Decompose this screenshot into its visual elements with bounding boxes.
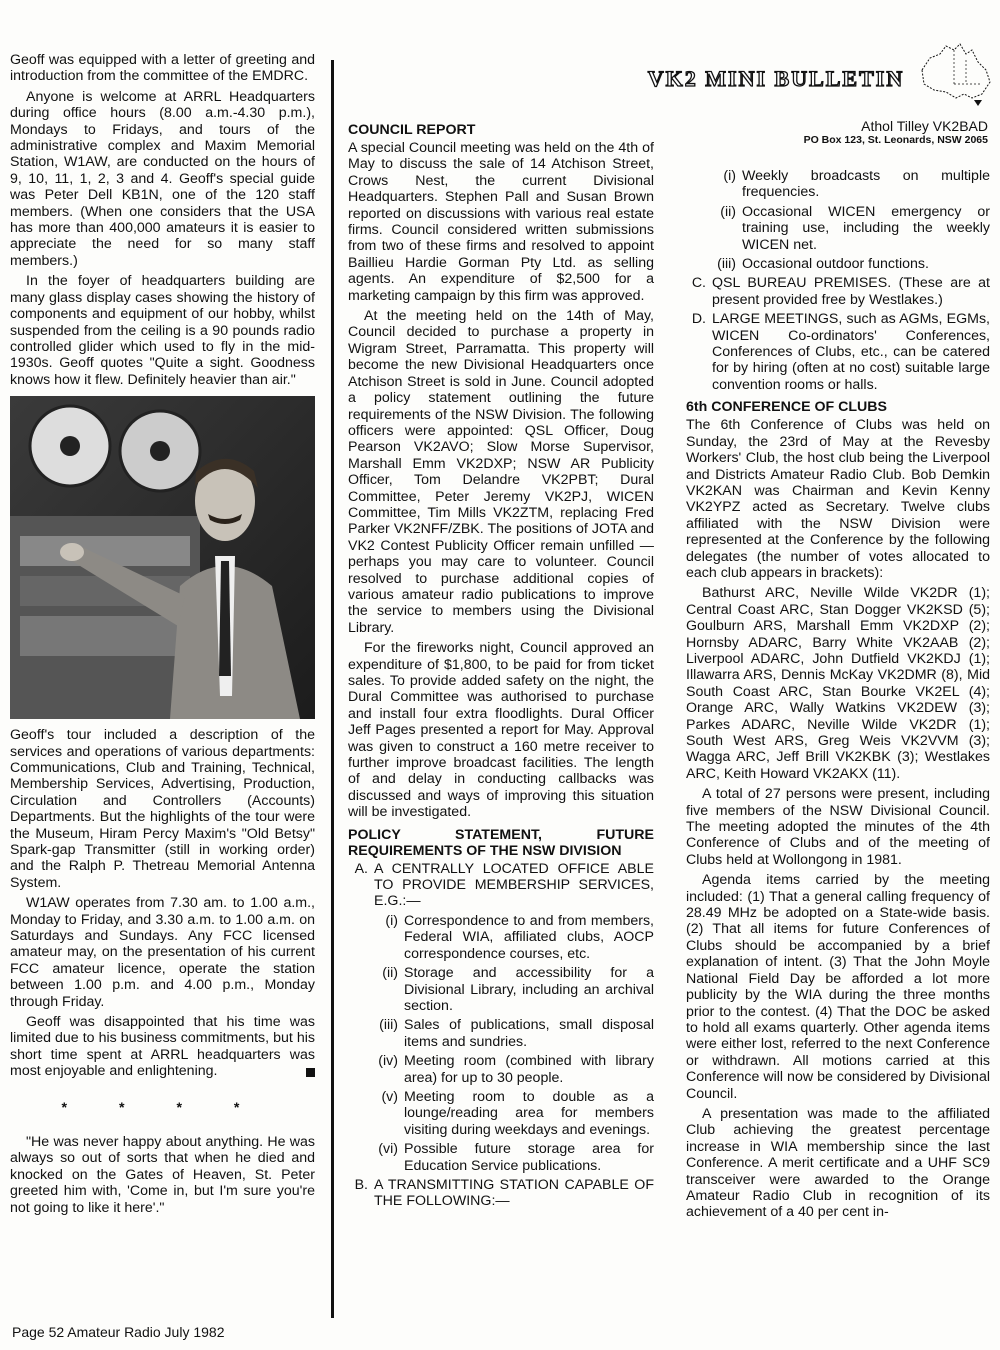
- photo-illustration: [10, 396, 315, 719]
- author-line: Athol Tilley VK2BAD: [861, 118, 988, 134]
- section-heading: 6th CONFERENCE OF CLUBS: [686, 399, 887, 416]
- masthead-title: VK2 MINI BULLETIN: [647, 66, 905, 91]
- sublist-text: Correspondence to and from members, Federal WIA, affiliated clubs, AOCP correspondence courses, etc.: [404, 912, 654, 962]
- sublist-text: Possible future storage area for Education Service publications.: [404, 1141, 654, 1174]
- sublist-text: Occasional WICEN emergency or training use, including the weekly WICEN net.: [742, 203, 990, 253]
- list-text: LARGE MEETINGS, such as AGMs, EGMs, WICEN Co-ordinators' Conferences, Conferences of Clubs, etc., can be catered for by hiring (often at no cost) suitable large convention rooms or halls.: [712, 311, 990, 393]
- paragraph: W1AW operates from 7.30 am. to 1.00 a.m., Monday to Friday, and 3.30 a.m. to 1.00 a.m. on Saturdays and Sundays. Any FCC licensed amateur may, on the presentation of his current FCC amateur licence, operate the station between 1.00 p.m. and 4.00 p.m., Monday through Friday.: [10, 895, 315, 1010]
- sublist-item: [686, 168, 990, 201]
- end-of-article-mark: [306, 1068, 315, 1077]
- paragraph: Anyone is welcome at ARRL Headquarters during office hours (8.00 a.m.-4.30 p.m.), Mondays to Fridays, and tours of the administrative complex and Maxim Memorial Station, W1AW, are conducted on the hours of 9, 10, 11, 1, 2, 3 and 4. Geoff's special guide was Peter Dell KB1N, one of the 120 staff members. (When one considers that the USA has more than 400,000 amateurs it is easier to appreciate the need for so many staff members.): [10, 88, 315, 269]
- australia-map-icon: [916, 40, 996, 108]
- sublist-number: (iv): [378, 1053, 398, 1070]
- column-3: [686, 168, 990, 1225]
- sublist-text: Meeting room (combined with library area) for up to 30 people.: [404, 1053, 654, 1086]
- sublist-text: Occasional outdoor functions.: [742, 256, 929, 273]
- sublist-number: (vi): [378, 1141, 398, 1158]
- list-text: QSL BUREAU PREMISES. (These are at present provided free by Westlakes.): [712, 275, 990, 308]
- sublist-item: [686, 256, 990, 272]
- paragraph: Bathurst ARC, Neville Wilde VK2DR (1); Central Coast ARC, Stan Dogger VK2KSD (5); Goulburn ARS, Marshall Emm VK2DXP (2); Hornsby ADARC, Barry White VK2AAB (2); Liverpool ADARC, John Dutfield VK2KDJ (1); Illawarra ARS, Dennis McKay VK2DMR (8), Mid South Coast ARC, Stan Bourke VK2EL (4); Orange ARC, Wally Watkins VK2DEW (3); Parkes ADARC, Neville Wilde VK2DR (1); South West ARS, Greg Weis VK2VVM (3); Wagga ARC, Jeff Brill VK2KBK (3); Westlakes ARC, Keith Howard VK2AKX (11).: [686, 585, 990, 782]
- list-text: A CENTRALLY LOCATED OFFICE ABLE TO PROVIDE MEMBERSHIP SERVICES, E.G.:—: [374, 860, 654, 910]
- paragraph: [10, 1014, 315, 1080]
- list-text: A TRANSMITTING STATION CAPABLE OF THE FOLLOWING:—: [374, 1176, 654, 1210]
- section-heading: POLICY STATEMENT, FUTURE REQUIREMENTS OF THE NSW DIVISION: [348, 826, 654, 859]
- paragraph: The 6th Conference of Clubs was held on Sunday, the 23rd of May at the Revesby Workers' Club, the host club being the Liverpool and Districts Amateur Radio Club. Bob Demkin VK2KAN was Chairman and Kevin Kenny VK2YPZ acted as Secretary. Twelve clubs affiliated with the NSW Division were represented at the Conference by the following delegates (the number of votes allocated to each club appears in brackets):: [686, 417, 990, 581]
- paragraph: A special Council meeting was held on the 4th of May to discuss the sale of 14 Atchison Street, Crows Nest, the current Divisional Headquarters. Stephen Pall and Susan Brown reported on discussions with various real estate firms. Council considered written submissions from two of these firms and resolved to appoint Baillieu Hardie Gorman Pty Ltd. as selling agents. An expenditure of $2,500 for a marketing campaign by this firm was approved.: [348, 140, 654, 304]
- sublist-number: (i): [385, 912, 398, 929]
- sublist: [348, 913, 654, 1174]
- sublist-number: (iii): [379, 1017, 398, 1034]
- sublist-item: [348, 1053, 654, 1086]
- paragraph-text: Geoff was disappointed that his time was limited due to his business commitments, but his short time spent at ARRL headquarters was most enjoyable and enlightening.: [10, 1014, 315, 1080]
- list-number: B.: [354, 1176, 368, 1193]
- photo-man-with-tape-recorder: [10, 396, 315, 719]
- sublist-text: Weekly broadcasts on multiple frequencies.: [742, 168, 990, 201]
- list-number: C.: [691, 275, 706, 292]
- sublist-item: [348, 913, 654, 962]
- sublist-number: (i): [723, 168, 736, 184]
- column-1: [10, 52, 315, 1220]
- sublist-text: Sales of publications, small disposal items and sundries.: [404, 1017, 654, 1050]
- list-item: [348, 861, 654, 910]
- sublist-number: (ii): [720, 203, 736, 220]
- sublist-item: [348, 965, 654, 1014]
- list-number: D.: [691, 311, 706, 328]
- section-heading: COUNCIL REPORT: [348, 122, 476, 138]
- column-2: [348, 116, 654, 1213]
- paragraph: At the meeting held on the 14th of May, Council decided to purchase a property in Wigram Street, Parramatta. This property will become the new Divisional Headquarters once Atchison Street is sold in June. Council adopted a policy statement outlining the future requirements of the NSW Division. The following officers were appointed: QSL Officer, Doug Pearson VK2AVO; Slow Morse Supervisor, Marshall Emm VK2DXP; NSW AR Publicity Officer, Tom Delandre VK2PBT; Dural Committee, Peter Jeremy VK2PJ, WICEN Committee, Tim Mills VK2ZTM, replacing Fred Parker VK2NFF/ZBK. The positions of JOTA and VK2 Contest Publicity Officer remain unfilled — perhaps you may care to volunteer. Council resolved to purchase additional copies of various amateur radio publications to improve the service to members using the Divisional Library.: [348, 308, 654, 636]
- separator-stars: * * * *: [61, 1099, 264, 1116]
- quote-paragraph: "He was never happy about anything. He was always so out of sorts that when he died and knocked on the Gates of Heaven, St. Peter greeted him with, 'Come in, but I'm sure you're not going to like it here'.": [10, 1134, 315, 1216]
- list-number: A.: [354, 860, 368, 877]
- paragraph: A presentation was made to the affiliated Club achieving the greatest percentage increase in WIA membership since the last Conference. A merit certificate and a UHF SC9 transceiver were awarded to the Orange Amateur Radio Club in recognition of its achievement of a 40 per cent in-: [686, 1105, 990, 1221]
- sublist-item: [348, 1141, 654, 1174]
- paragraph: For the fireworks night, Council approved an expenditure of $1,800, to be paid for from ticket sales. To provide added safety on the night, the Dural Committee was authorised to purchase and install four extra floodlights. Dural Officer Jeff Pages presented a report for May. Approval was given to construct a 160 metre receiver to further improve broadcast facilities. The length of and delay in conducting callbacks was discussed and ways of improving this situation will be investigated.: [348, 640, 654, 821]
- sublist-text: Storage and accessibility for a Divisional Library, including an archival section.: [404, 965, 654, 1014]
- paragraph: Geoff's tour included a description of the services and operations of various departments: Communications, Club and Training, Technical, Membership Services, Advertising, Production, Circulation and Controllers (Accounts) Departments. But the highlights of the tour were the Museum, Hiram Percy Maxim's "Old Betsy" Spark-gap Transmitter (still in working order) and the Ralph P. Thetreau Memorial Antenna System.: [10, 727, 315, 891]
- column-divider: [331, 60, 334, 1318]
- sublist-item: [348, 1089, 654, 1138]
- sublist-number: (ii): [382, 965, 398, 982]
- paragraph: Geoff was equipped with a letter of greeting and introduction from the committee of the EMDRC.: [10, 52, 315, 85]
- page-footer: Page 52 Amateur Radio July 1982: [12, 1324, 225, 1340]
- sublist-number: (v): [381, 1088, 398, 1105]
- sublist: [686, 168, 990, 272]
- author-address: PO Box 123, St. Leonards, NSW 2065: [803, 134, 988, 146]
- sublist-number: (iii): [717, 256, 736, 273]
- paragraph: A total of 27 persons were present, including five members of the NSW Divisional Council. The meeting adopted the minutes of the 4th Conference of Clubs and of the meeting of Clubs held at Wollongong in 1981.: [686, 786, 990, 868]
- paragraph: In the foyer of headquarters building are many glass display cases showing the history of components and equipment of our hobby, whilst suspended from the ceiling is a 90 pounds radio controlled glider which used to fly in the mid-1930s. Geoff quotes "Quite a sight. Goodness knows how it flew. Definitely heavier than air.": [10, 273, 315, 388]
- masthead-banner: [626, 64, 926, 94]
- sublist-item: [686, 204, 990, 253]
- list-item: [686, 311, 990, 393]
- sublist-text: Meeting room to double as a lounge/reading area for members visiting during weekdays and evenings.: [404, 1088, 654, 1138]
- sublist-item: [348, 1017, 654, 1050]
- list-item: [686, 275, 990, 308]
- list-item: [348, 1177, 654, 1210]
- paragraph: Agenda items carried by the meeting included: (1) That a general calling frequency of 28.49 MHz be adopted on a State-wide basis. (2) That all items for future Conferences of Clubs should be accompanied by a brief explanation of intent. (3) That the John Moyle National Field Day be afforded a lot more publicity by the WIA during the three months prior to the contest. (4) That the DOC be asked to hold all exams quarterly. Other agenda items were either lost, referred to the next Conference or withdrawn. All motions carried at this Conference will now be considered by Divisional Council.: [686, 872, 990, 1102]
